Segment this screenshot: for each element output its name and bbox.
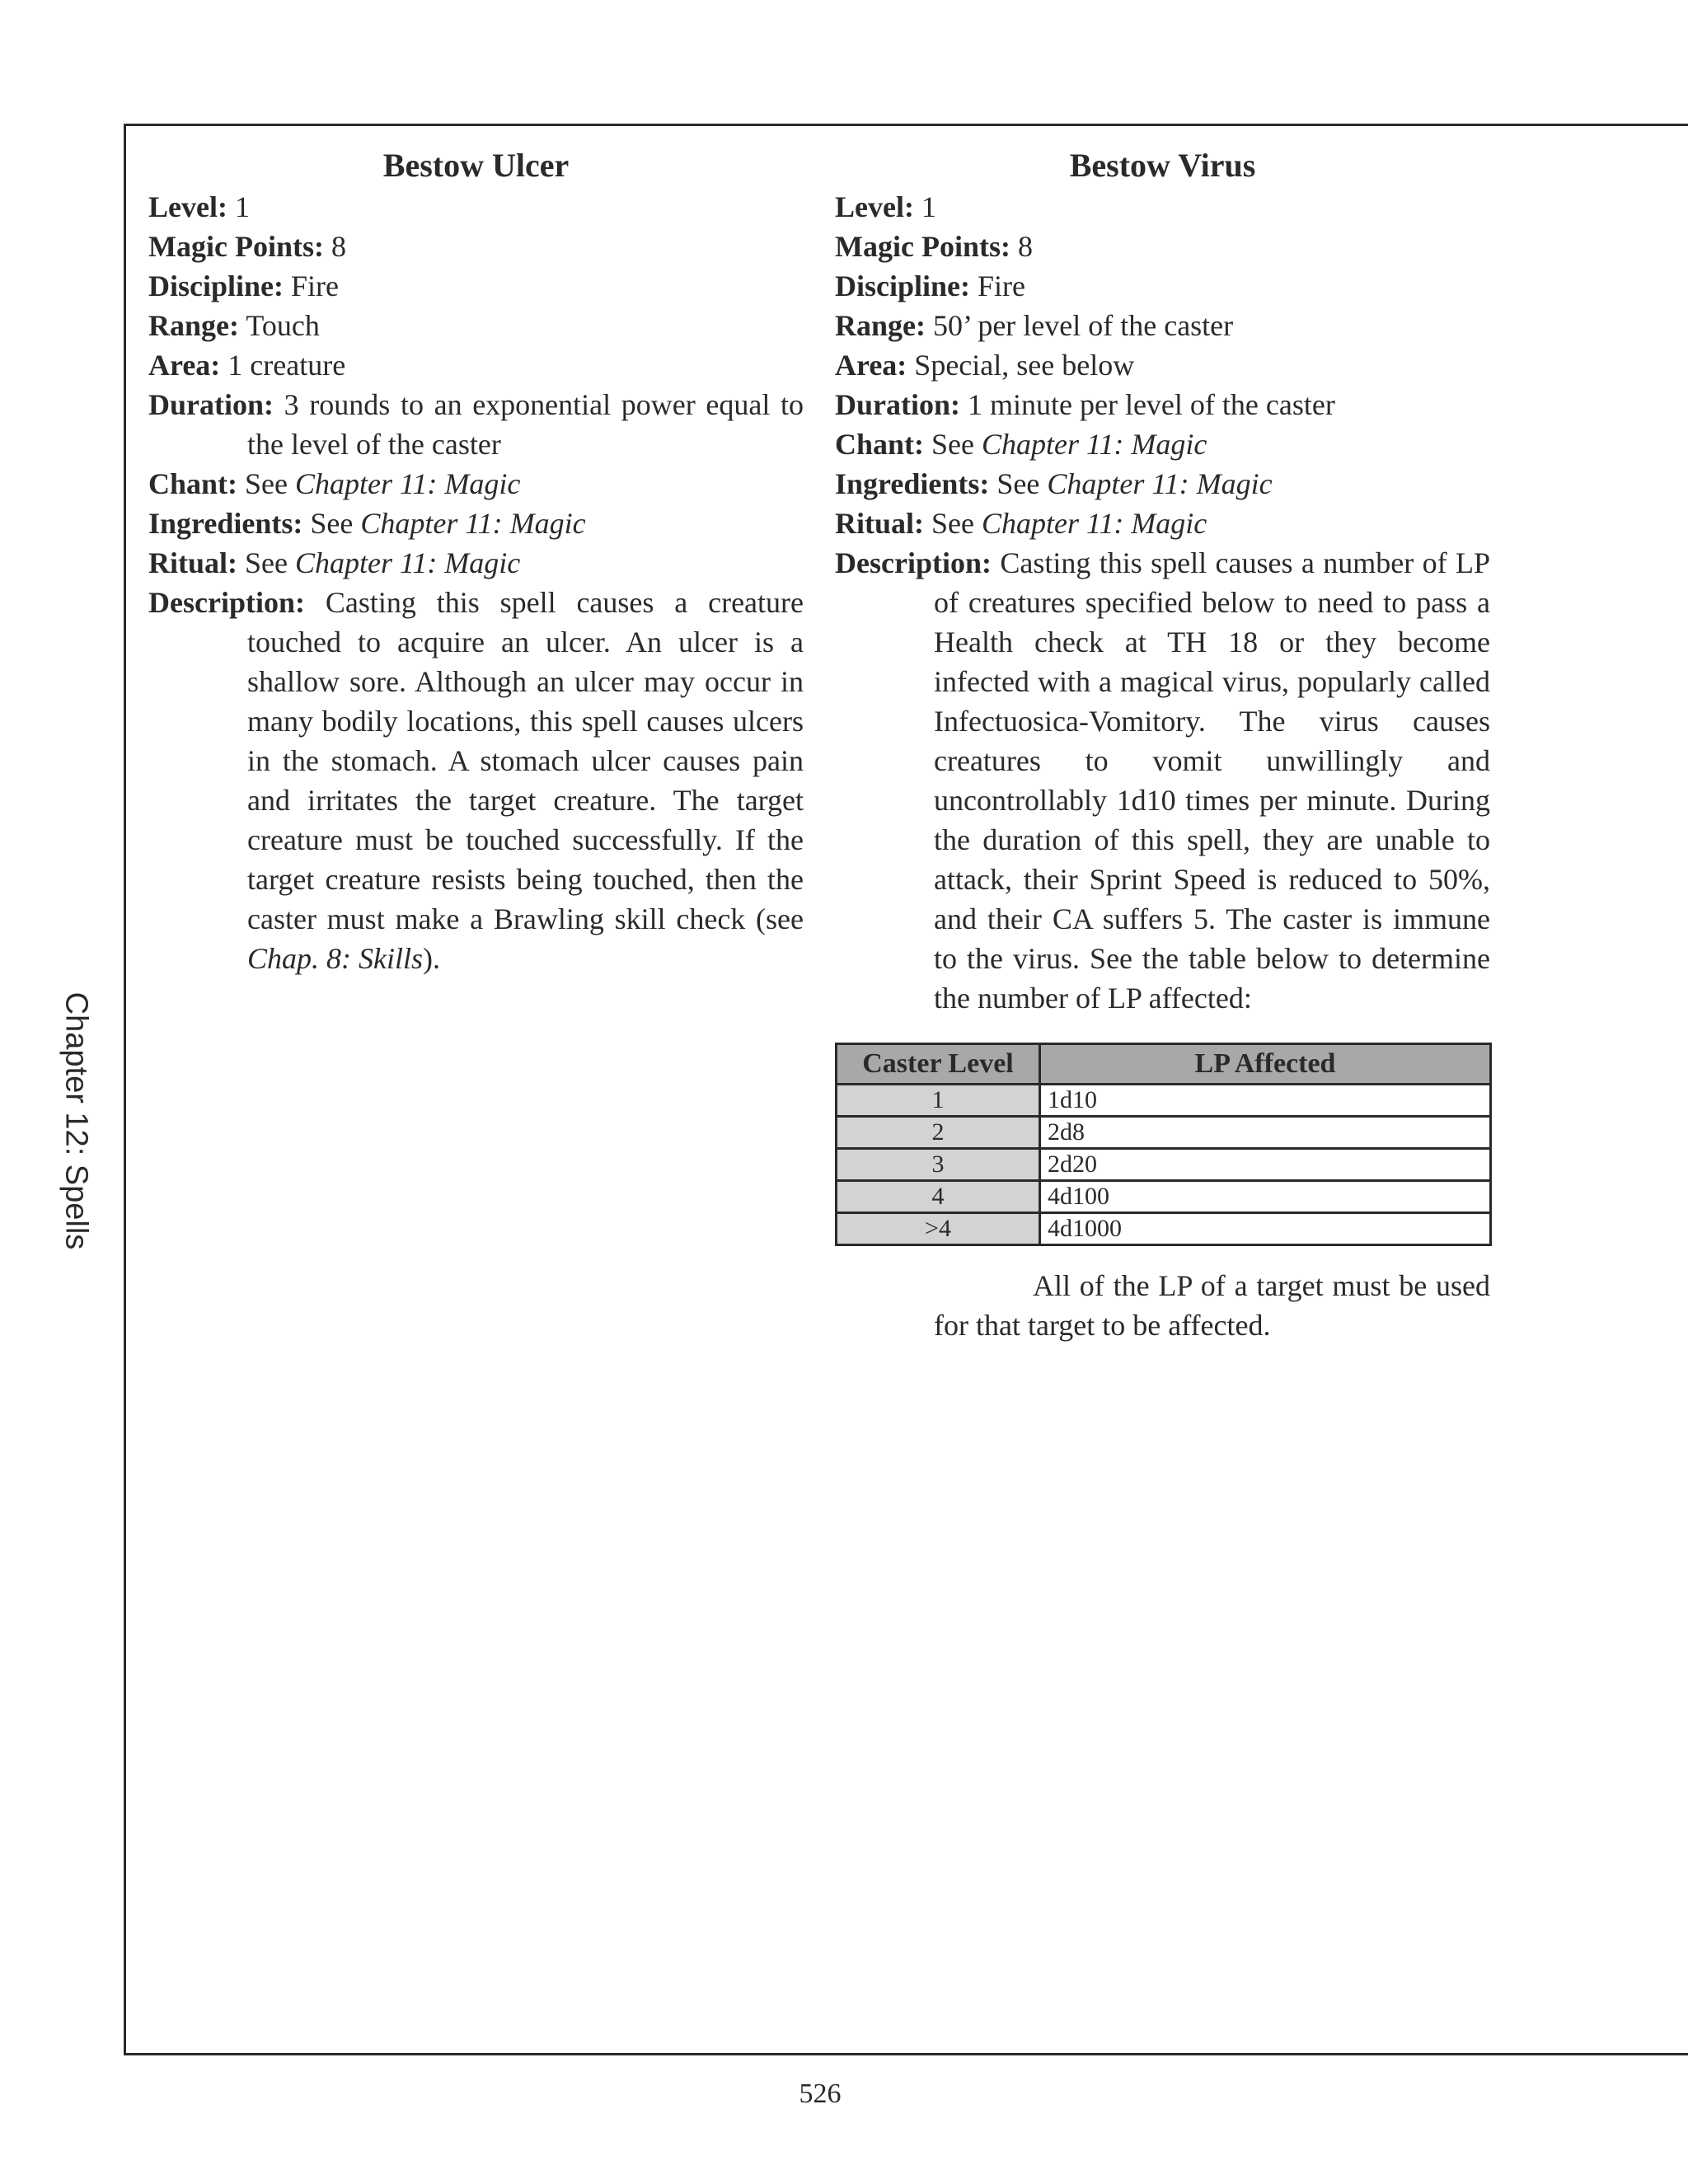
table-cell-lp: 2d20 bbox=[1040, 1149, 1491, 1181]
table-row bbox=[837, 1117, 1491, 1149]
stat-description: Description: Casting this spell causes a creature touched to acquire an ulcer. An ulcer is a shallow sore. Although an ulcer may occur in many bodily locations, this spell causes ulcers in the stomach. A stomach ulcer causes pain and irritates the target creature. The target creature must be touched successfully. If the target creature resists being touched, then the caster must make a Brawling skill check (see Chap. 8: Skills). bbox=[148, 586, 804, 975]
stat-range: Range: Touch bbox=[148, 309, 320, 342]
table-row bbox=[837, 1181, 1491, 1213]
table-cell-level: 4 bbox=[837, 1181, 1040, 1213]
lp-affected-table bbox=[835, 1043, 1492, 1246]
spell-bestow-virus bbox=[835, 144, 1490, 1345]
stat-level: Level: 1 bbox=[148, 190, 250, 223]
stat-level: Level: 1 bbox=[835, 190, 936, 223]
table-row bbox=[837, 1085, 1491, 1117]
table-cell-lp: 2d8 bbox=[1040, 1117, 1491, 1149]
page-number: 526 bbox=[799, 2079, 842, 2109]
table-cell-lp: 4d100 bbox=[1040, 1181, 1491, 1213]
table-cell-level: 2 bbox=[837, 1117, 1040, 1149]
stat-discipline: Discipline: Fire bbox=[148, 269, 340, 302]
table-cell-lp: 4d1000 bbox=[1040, 1213, 1491, 1245]
stat-ritual: Ritual: See Chapter 11: Magic bbox=[835, 507, 1207, 540]
table-header-lp-affected: LP Affected bbox=[1040, 1044, 1491, 1085]
stat-magic-points: Magic Points: 8 bbox=[148, 230, 346, 263]
stat-discipline: Discipline: Fire bbox=[835, 269, 1026, 302]
table-cell-level: 1 bbox=[837, 1085, 1040, 1117]
stat-area: Area: Special, see below bbox=[835, 349, 1135, 382]
stat-chant: Chant: See Chapter 11: Magic bbox=[835, 428, 1207, 461]
chapter-side-label-text: Chapter 12: Spells bbox=[59, 991, 94, 1250]
stat-range: Range: 50’ per level of the caster bbox=[835, 309, 1234, 342]
table-row bbox=[837, 1213, 1491, 1245]
spell-bestow-ulcer bbox=[148, 144, 804, 978]
stat-duration: Duration: 1 minute per level of the caster bbox=[835, 388, 1335, 421]
stat-ritual: Ritual: See Chapter 11: Magic bbox=[148, 546, 521, 579]
table-header-caster-level: Caster Level bbox=[837, 1044, 1040, 1085]
spell-title: Bestow Ulcer bbox=[382, 147, 570, 184]
stat-ingredients: Ingredients: See Chapter 11: Magic bbox=[148, 507, 586, 540]
stat-magic-points: Magic Points: 8 bbox=[835, 230, 1033, 263]
stat-duration: Duration: 3 rounds to an exponential power equal to the level of the caster bbox=[148, 388, 804, 461]
stat-area: Area: 1 creature bbox=[148, 349, 346, 382]
table-cell-level: 3 bbox=[837, 1149, 1040, 1181]
spell-title: Bestow Virus bbox=[1069, 147, 1256, 184]
table-cell-level: >4 bbox=[837, 1213, 1040, 1245]
table-footnote-paragraph: All of the LP of a target must be used for that target to be affected. bbox=[934, 1269, 1490, 1342]
table-row bbox=[837, 1149, 1491, 1181]
table-cell-lp: 1d10 bbox=[1040, 1085, 1491, 1117]
table-header-row bbox=[837, 1044, 1491, 1085]
stat-ingredients: Ingredients: See Chapter 11: Magic bbox=[835, 467, 1273, 500]
stat-chant: Chant: See Chapter 11: Magic bbox=[148, 467, 521, 500]
stat-description: Description: Casting this spell causes a number of LP of creatures specified below to need to pass a Health check at TH 18 or they become infected with a magical virus, popularly called Infectuosica-Vomitory. The virus causes creatures to vomit unwillingly and uncontrollably 1d10 times per minute. During the duration of this spell, they are unable to attack, their Sprint Speed is reduced to 50%, and their CA suffers 5. The caster is immune to the virus. See the table below to determine the number of LP affected: bbox=[835, 546, 1490, 1015]
